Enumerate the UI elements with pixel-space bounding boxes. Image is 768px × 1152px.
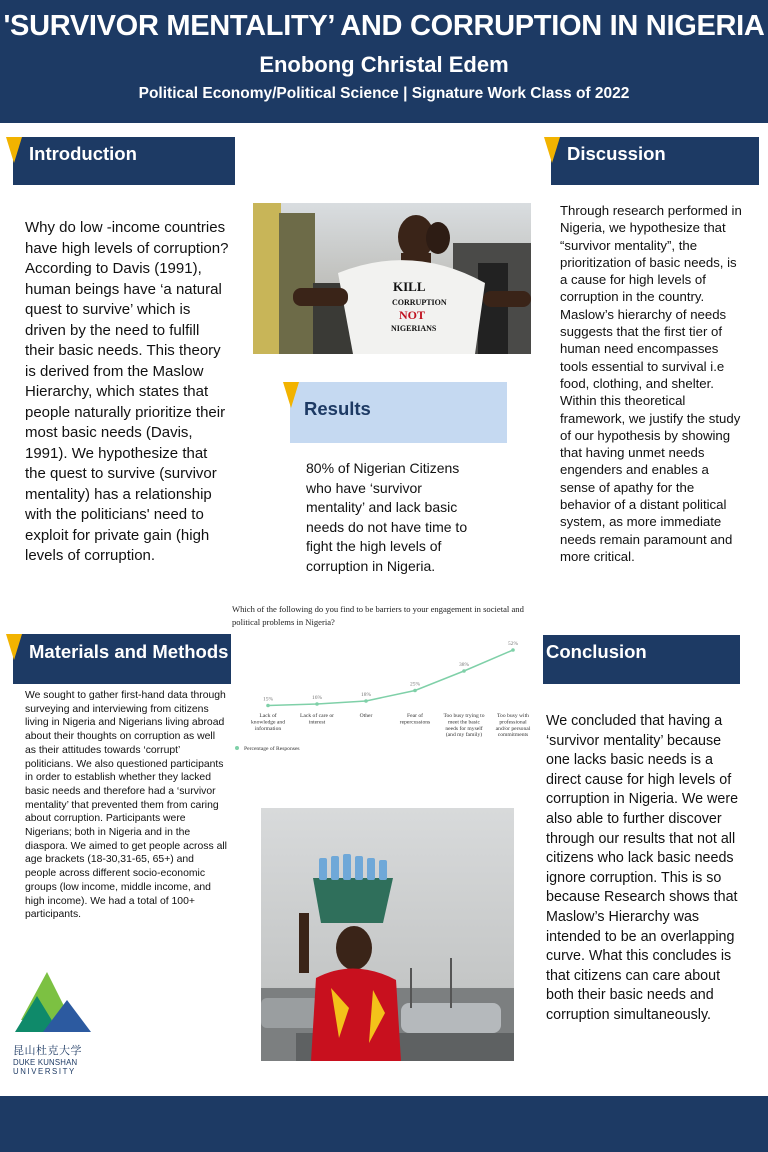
logo-line2: UNIVERSITY bbox=[13, 1067, 76, 1076]
conclusion-heading bbox=[543, 635, 740, 684]
data-point bbox=[266, 704, 270, 708]
data-point bbox=[364, 699, 368, 703]
mountain-logo-icon bbox=[13, 970, 93, 1036]
data-point bbox=[511, 648, 515, 652]
data-point bbox=[315, 702, 319, 706]
poster-title: 'SURVIVOR MENTALITY’ AND CORRUPTION IN NIGERIA bbox=[3, 10, 765, 42]
results-body: 80% of Nigerian Citizens who have ‘survivor mentality’ and lack basic needs do not have time to fight the high levels of corruption in Nigeria. bbox=[306, 460, 468, 574]
shirt-text-2: CORRUPTION bbox=[392, 298, 447, 307]
category-label: knowledge and bbox=[250, 719, 286, 726]
discussion-body: Through research performed in Nigeria, we hypothesize that “survivor mentality”, the prioritization of basic needs, is a cause for high levels of corruption in the country. Maslow’s hierarchy of needs suggests that the first tier of human need encompasses tools essential to survival i.e food, clothing, and shelter. Within this theoretical framework, we justify the study of our hypothesis by showing that having unmet needs engenders and enables a sense of apathy for the behavior of a distant political system, as more immediate needs remain paramount and more critical. bbox=[560, 203, 742, 564]
materials-heading-text: Materials and Methods bbox=[29, 641, 229, 662]
category-label: commitments bbox=[497, 732, 529, 739]
results-heading bbox=[290, 382, 507, 443]
introduction-heading-text: Introduction bbox=[29, 143, 137, 164]
data-label: 18% bbox=[360, 692, 372, 698]
shirt-text-1: KILL bbox=[393, 279, 426, 294]
data-point bbox=[462, 669, 466, 673]
legend-marker bbox=[235, 746, 239, 750]
category-label: repercussions bbox=[399, 719, 431, 726]
section-marker-icon bbox=[6, 137, 22, 163]
materials-body: We sought to gather first-hand data through surveying and interviewing from citizens living in Nigeria and Nigerians living abroad about their thoughts on corruption as well as their attitudes towards ‘corrupt’ politicians. We also questioned participants in order to establish whether they lacked basic needs and therefore had a ‘survivor mentality’ that prevented them from caring about corruption. Participants were Nigerians; both in Nigeria and in the diaspora. We aimed to get people across all age brackets (18-30,31-65, 65+) and people across different socio-economic groups (low income, middle income, and high income). We had a total of 100+ participants. bbox=[25, 690, 227, 921]
category-label: Lack of care or bbox=[299, 713, 335, 719]
section-marker-icon bbox=[6, 634, 22, 660]
conclusion-body: We concluded that having a ‘survivor mentality’ because one lacks basic needs is a direct cause for high levels of corruption in Nigeria. We were also able to further discover through our results that not all citizens who lack basic needs ignore corruption. This is so because Research shows that Maslow’s Hierarchy was intended to be an overlapping curve. What this concludes is that citizens can care about both their basic needs and corruption simultaneously. bbox=[546, 713, 739, 1023]
protest-photo bbox=[253, 203, 531, 354]
author-name: Enobong Christal Edem bbox=[259, 52, 509, 77]
data-label: 52% bbox=[507, 641, 519, 647]
shirt-text-3: NOT bbox=[399, 308, 426, 322]
protest-photo-image bbox=[253, 203, 531, 354]
category-label: Too busy with bbox=[497, 713, 529, 719]
category-label: Too busy trying to bbox=[443, 713, 485, 719]
conclusion-heading-text: Conclusion bbox=[546, 641, 647, 662]
chart-plot bbox=[230, 600, 543, 760]
logo-chinese: 昆山杜克大学 bbox=[13, 1044, 82, 1057]
data-label: 15% bbox=[262, 696, 274, 703]
barriers-chart bbox=[230, 600, 543, 760]
category-label: needs for myself bbox=[445, 725, 483, 732]
results-heading-text: Results bbox=[304, 398, 371, 419]
category-label: Fear of bbox=[407, 713, 423, 719]
university-logo bbox=[13, 970, 93, 1080]
introduction-body: Why do low -income countries have high levels of corruption? According to Davis (1991), human beings have ‘a natural quest to survive’ which is driven by the need to fulfill their basic needs. This theory is derived from the Maslow Hierarchy, which states that people naturally prioritize their most basic needs (Davis, 1991). We hypothesize that the quest to survive (survivor mentality) has a relationship with the politicians' need to exploit for private gain (high levels of corruption. bbox=[25, 219, 229, 564]
discussion-heading bbox=[551, 137, 759, 185]
vendor-photo-image bbox=[261, 808, 514, 1061]
category-label: and/or personal bbox=[495, 725, 531, 732]
affiliation: Political Economy/Political Science | Signature Work Class of 2022 bbox=[138, 85, 630, 102]
category-label: Other bbox=[359, 713, 373, 719]
shirt-text-4: NIGERIANS bbox=[391, 324, 437, 333]
legend-label: Percentage of Responses bbox=[244, 746, 300, 752]
section-marker-icon bbox=[283, 382, 299, 408]
series-line bbox=[268, 650, 513, 706]
category-label: information bbox=[254, 725, 282, 732]
category-label: interest bbox=[308, 719, 326, 726]
category-label: meet the basic bbox=[448, 719, 480, 726]
poster-footer bbox=[0, 1096, 768, 1152]
data-label: 16% bbox=[311, 695, 323, 701]
discussion-heading-text: Discussion bbox=[567, 143, 666, 164]
chart-title: Which of the following do you find to be barriers to your engagement in societal and political problems in Nigeria? bbox=[232, 604, 524, 627]
materials-heading bbox=[13, 634, 231, 684]
introduction-heading bbox=[13, 137, 235, 185]
data-label: 25% bbox=[409, 681, 421, 688]
category-label: Lack of bbox=[259, 713, 277, 719]
category-label: (and my family) bbox=[445, 732, 483, 739]
data-point bbox=[413, 689, 417, 693]
category-label: professional bbox=[499, 719, 527, 726]
vendor-photo bbox=[261, 808, 514, 1061]
section-marker-icon bbox=[544, 137, 560, 163]
data-label: 38% bbox=[458, 662, 470, 668]
logo-line1: DUKE KUNSHAN bbox=[13, 1058, 78, 1067]
